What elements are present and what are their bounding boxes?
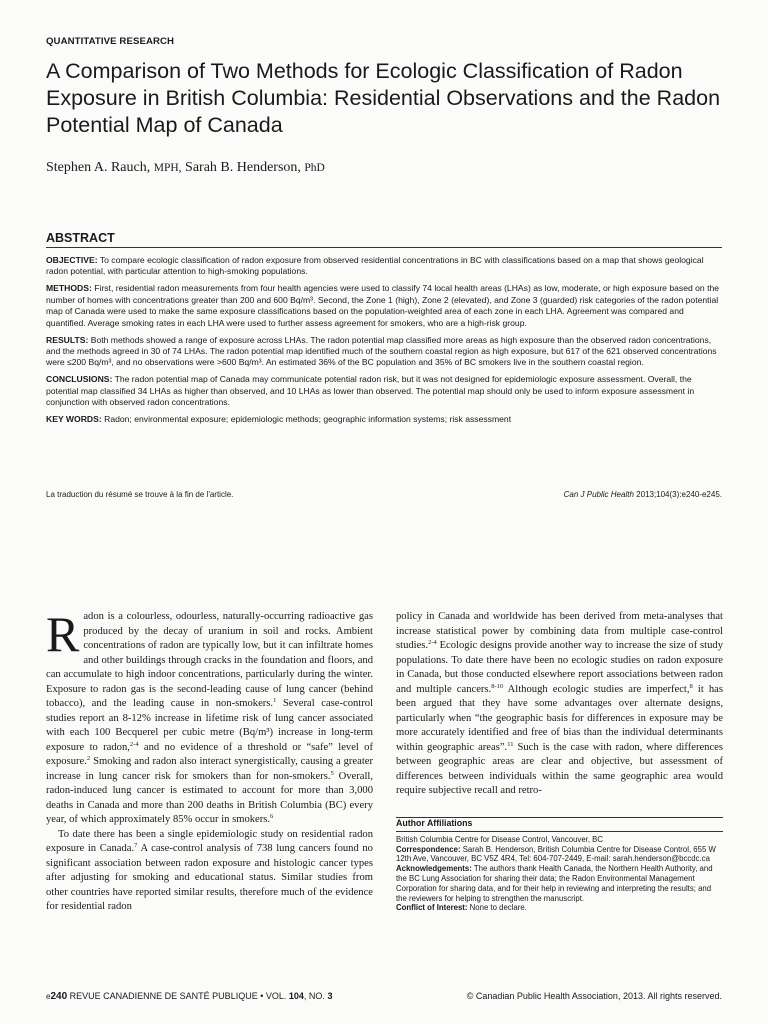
author-line <box>46 160 325 176</box>
author-degree: PhD <box>304 162 325 174</box>
abstract-keywords: KEY WORDS: Radon; environmental exposure; epidemiologic methods; geographic information systems; risk assessment <box>46 414 512 425</box>
page-number: e240 <box>46 991 68 1002</box>
abstract-heading: ABSTRACT <box>46 231 722 248</box>
body-paragraph: Radon is a colourless, odourless, naturally-occurring radioactive gas produced by the decay of uranium in soil and rocks. Ambient concentrations of radon are typically low, but it can infiltrate homes and other buildings through cracks in the foundation and floors, and can accumulate to high indoor concentrations, particularly during the winter. Exposure to radon gas is the second-leading cause of lung cancer (behind tobacco), and the leading cause in non-smokers.$^1$ Several case-control studies report an 8-12% increase in lifetime risk of lung cancer associated with each 100 Becquerel per cubic metre (Bq/m³) increase in long-term exposure to radon,$^{2-4}$ and no evidence of a threshold or “safe” level of exposure.$^2$ Smoking and radon also interact synergistically, causing a greater increase in lung cancer risk for smokers than for non-smokers.$^5$ Overall, radon-induced lung cancer is estimated to account for more than 3,000 deaths in Canada and more than 200 deaths in British Columbia (BC) every year, of which approximately 85% occur in smokers.$^6$ <box>46 606 373 825</box>
author-name: Sarah B. Henderson, <box>185 160 301 175</box>
correspondence: Correspondence: Sarah B. Henderson, British Columbia Centre for Disease Control, 655 W 12th Ave, Vancouver, BC V5Z 4R4, Tel: 604-707-2449, E-mail: sarah.henderson@bccdc.ca <box>396 844 716 864</box>
conflict-of-interest: Conflict of Interest: None to declare. <box>396 903 527 913</box>
abstract-body <box>46 255 722 431</box>
translation-note: La traduction du résumé se trouve à la fin de l'article. <box>46 490 234 499</box>
article-title: A Comparison of Two Methods for Ecologic Classification of Radon Exposure in British Columbia: Residential Observations and the Radon Potential Map of Canada <box>46 59 721 137</box>
footer-journal: e240 REVUE CANADIENNE DE SANTÉ PUBLIQUE • VOL. 104, NO. 3 <box>46 991 333 1002</box>
abstract-objective: OBJECTIVE: To compare ecologic classification of radon exposure from observed residential concentrations in BC with classifications based on a map that shows geological radon potential, with particular attention to high-smoking populations. <box>46 255 704 277</box>
affiliation-text: British Columbia Centre for Disease Control, Vancouver, BC <box>396 834 603 844</box>
body-column-right <box>396 610 723 799</box>
abstract-results: RESULTS: Both methods showed a range of exposure across LHAs. The radon potential map classified more areas as high exposure than the observed radon concentrations, and the methods agreed in 30 of 74 LHAs. The radon potential map identified much of the southern coastal region as high exposure, but 617 of the 621 observed concentrations were ≤200 Bq/m³, and no observations were >600 Bq/m³. An estimated 36% of the BC population and 35% of BC smokers live in the southern coastal region. <box>46 334 717 368</box>
abstract-conclusions: CONCLUSIONS: The radon potential map of Canada may communicate potential radon risk, but it was not designed for epidemiologic exposure assessment. Overall, the potential map classified 34 LHAs as higher than observed, and 10 LHAs as lower than observed. The potential map should only be used to inform exposure assessment in conjunction with observed radon concentrations. <box>46 374 695 408</box>
author-affiliations-box <box>396 817 723 913</box>
citation-row <box>46 490 722 499</box>
acknowledgements: Acknowledgements: The authors thank Health Canada, the Northern Health Authority, and the BC Lung Association for sharing their data; the Radon Environmental Management Corporation for sharing data, and for their help in reviewing and interpreting the results; and the reviewers for helping to strengthen the manuscript. <box>396 864 713 903</box>
affiliations-heading: Author Affiliations <box>396 818 723 832</box>
body-paragraph: policy in Canada and worldwide has been derived from meta-analyses that increase statistical power by combining data from multiple case-control studies.$^{2-4}$ Ecologic designs provide another way to increase the size of study populations. To date there have been no ecologic studies on radon exposure in Canada, but those conducted elsewhere report associations between radon and multiple cancers.$^{8-10}$ Although ecologic studies are imperfect,$^8$ it has been argued that they have some advantages over alternate designs, particularly when “the geographic basis for differences in exposure may be more accurately identified and free of bias than the individual determinants within geographic areas”.$^{11}$ Such is the case with radon, where differences between geographic areas are clear and objective, but assessment of differences between individuals within the same geographic area would require subjective recall and retro- <box>396 611 723 796</box>
author-degree: MPH, <box>153 162 182 174</box>
abstract-methods: METHODS: First, residential radon measurements from four health agencies were used to classify 74 local health areas (LHAs) as low, moderate, or high exposure based on the number of homes with concentrations greater than 200 and 600 Bq/m³. Second, the Zone 1 (high), Zone 2 (elevated), and Zone 3 (guarded) risk categories of the radon potential map of Canada were used to make the same exposure classifications based on the population-weighted area of each zone in each LHA. Agreement was compared and quantified. Average smoking rates in each LHA were used to further assess agreement for smokers, who are a high-risk group. <box>46 283 720 328</box>
body-paragraph: To date there has been a single epidemiologic study on residential radon exposure in Canada.$^7$ A case-control analysis of 738 lung cancers found no significant association between radon exposure and histologic cancer types after adjusting for smoking and educational status. Similar studies from other countries have reported similar results, therefore much of the evidence for residential radon <box>46 828 373 912</box>
drop-cap: R <box>46 606 80 662</box>
footer-copyright: © Canadian Public Health Association, 2013. All rights reserved. <box>466 991 722 1001</box>
body-column-left <box>46 606 373 915</box>
journal-citation: Can J Public Health 2013;104(3):e240-e245. <box>563 490 722 499</box>
section-label: QUANTITATIVE RESEARCH <box>46 36 175 47</box>
author-name: Stephen A. Rauch, <box>46 160 151 175</box>
